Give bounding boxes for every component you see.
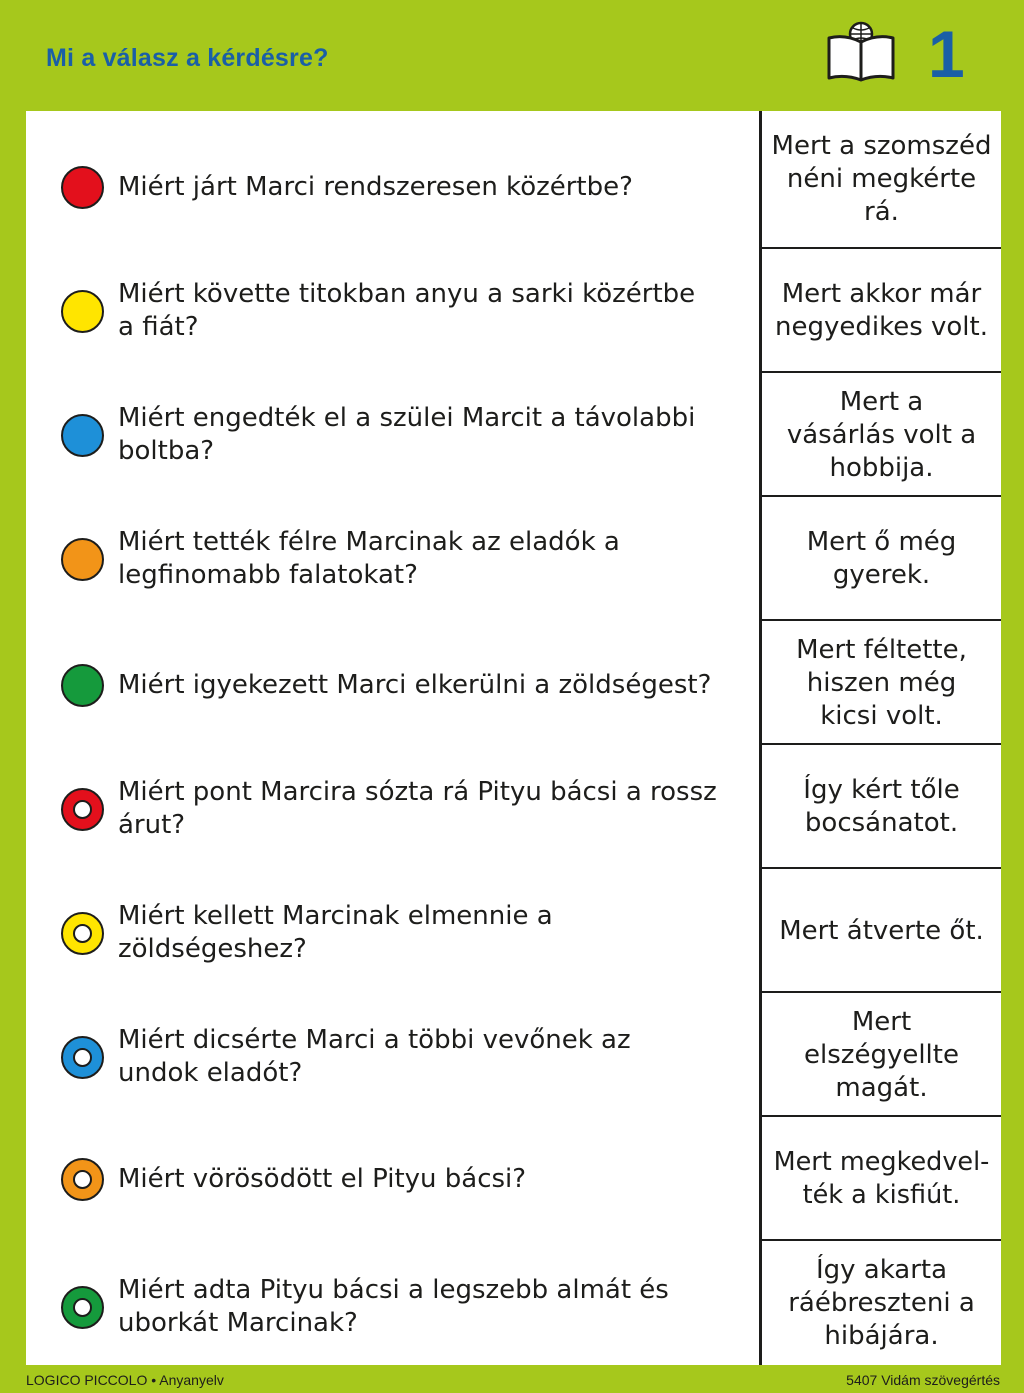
answer-cell: Mert a vásárlás volt a hobbija. [786,386,977,483]
question-item [26,373,759,497]
question-text: Miért járt Marci rendszeresen közértbe? [118,171,633,202]
color-dot-icon [61,538,104,581]
answer-cell: Mert féltette, hiszen még kicsi volt. [796,634,967,731]
question-text: Miért adta Pityu bácsi a legszebb almát és uborkát Marcinak? [118,1275,669,1338]
footer-series-label: LOGICO PICCOLO • Anyanyelv [26,1372,224,1388]
answer-cell: Mert átverte őt. [779,915,984,946]
question-text: Miért pont Marcira sózta rá Pityu bácsi a rossz árut? [118,777,717,840]
question-item [26,497,759,621]
page-title: Mi a válasz a kérdésre? [46,44,329,72]
color-dot-icon [61,290,104,333]
color-dot-icon [61,664,104,707]
color-ring-icon [61,1036,104,1079]
question-item [26,1117,759,1241]
answer-cell: Mert a szomszéd néni megkérte rá. [771,131,992,227]
color-dot-icon [61,166,104,209]
answer-cell: Mert megkedvel-ték a kisfiút. [773,1147,990,1210]
question-item [26,249,759,373]
question-text: Miért engedték el a szülei Marcit a távolabbi boltba? [118,403,696,466]
question-item [26,747,759,871]
question-item [26,995,759,1119]
color-ring-icon [61,912,104,955]
question-text: Miért igyekezett Marci elkerülni a zöldségest? [118,669,712,700]
footer-product-label: 5407 Vidám szövegértés [846,1372,1000,1388]
answer-cell: Mert ő még gyerek. [806,527,957,590]
color-ring-icon [61,788,104,831]
question-item [26,623,759,747]
color-ring-icon [61,1158,104,1201]
question-text: Miért tették félre Marcinak az eladók a legfinomabb falatokat? [118,527,620,590]
question-item [26,871,759,995]
question-list [26,111,759,1365]
answer-cell: Mert elszégyellte magát. [804,1006,959,1103]
question-text: Miért dicsérte Marci a többi vevőnek az undok eladót? [118,1025,631,1088]
answer-column [759,111,1001,1365]
answer-cell: Így kért tőle bocsánatot. [803,775,960,838]
question-text: Miért kellett Marcinak elmennie a zöldségeshez? [118,901,553,964]
worksheet-card [26,111,1001,1365]
answer-cell: Mert akkor már negyedikes volt. [774,279,988,342]
question-item [26,1245,759,1369]
question-text: Miért vörösödött el Pityu bácsi? [118,1163,527,1194]
question-text: Miért követte titokban anyu a sarki közértbe a fiát? [118,279,696,342]
card-number: 1 [928,17,965,91]
color-dot-icon [61,414,104,457]
color-ring-icon [61,1286,104,1329]
question-item [26,125,759,249]
open-book-globe-icon [826,20,896,84]
answer-cell: Így akarta ráébreszteni a hibájára. [788,1254,975,1351]
